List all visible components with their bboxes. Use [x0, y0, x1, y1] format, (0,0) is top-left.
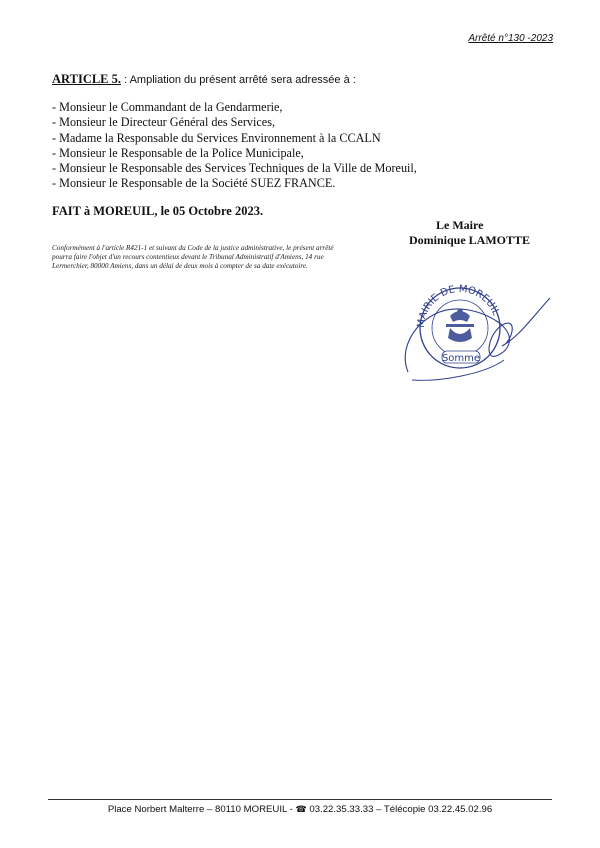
list-item: - Monsieur le Directeur Général des Services,: [52, 115, 276, 130]
list-item: - Monsieur le Responsable des Services Techniques de la Ville de Moreuil,: [52, 161, 417, 176]
place-and-date: FAIT à MOREUIL, le 05 Octobre 2023.: [52, 204, 264, 218]
stamp-top-text: MAIRIE DE MOREUIL: [415, 283, 502, 329]
stamp-bottom-text: Somme: [441, 353, 481, 364]
article-heading: [52, 72, 356, 87]
signatory-name: Dominique LAMOTTE: [409, 233, 531, 247]
list-item: - Madame la Responsable du Services Environnement à la CCALN: [52, 130, 381, 145]
footer-divider: [48, 799, 552, 800]
stamp-inner-ring: [432, 300, 488, 356]
article-label: ARTICLE 5.: [52, 72, 122, 86]
list-item: - Monsieur le Commandant de la Gendarmerie,: [52, 100, 283, 114]
signatory-title: Le Maire: [436, 218, 484, 232]
legal-notice: Conformément à l'article R421-1 et suivant du Code de la justice administrative, le présent arrêté pourra faire l'objet d'un recours contentieux devant le Tribunal Administratif d'Amiens, 14 rue Lermerchier, 80000 Amiens, dans un délai de deux mois à compter de sa date exécutoire.: [52, 244, 334, 270]
official-stamp: [400, 272, 555, 387]
list-item: - Monsieur le Responsable de la Police Municipale,: [52, 145, 304, 160]
recipient-list: [52, 100, 417, 192]
phone-icon: ☎: [295, 804, 307, 814]
footer-address: Place Norbert Malterre – 80110 MOREUIL -: [107, 804, 296, 815]
footer-phone-fax: 03.22.35.33.33 – Télécopie 03.22.45.02.96: [306, 804, 493, 815]
stamp-emblem-icon: [446, 309, 474, 342]
list-item: - Monsieur le Responsable de la Société SUEZ FRANCE.: [52, 176, 336, 191]
footer-contact: [48, 804, 552, 815]
article-text: : Ampliation du présent arrêté sera adressée à :: [121, 74, 356, 86]
decree-reference: Arrêté n°130 -2023: [468, 33, 553, 44]
